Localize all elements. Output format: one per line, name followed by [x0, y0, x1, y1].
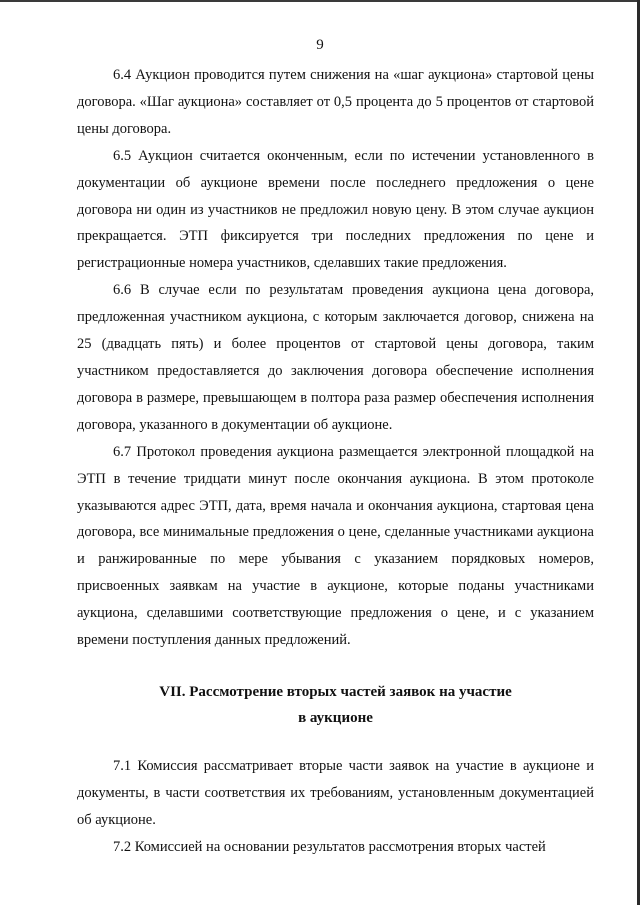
section-7-heading [77, 679, 594, 731]
scan-edge-top [0, 0, 640, 2]
section-7-heading-line-2: в аукционе [298, 709, 373, 726]
paragraph-6-7: 6.7 Протокол проведения аукциона размещается электронной площадкой на ЭТП в течение тридцати минут после окончания аукциона. В этом протоколе указываются адрес ЭТП, дата, время начала и окончания аукциона, стартовая цена договора, все минимальные предложения о цене, сделанные участниками аукциона и ранжированные по мере убывания с указанием порядковых номеров, присвоенных заявкам на участие в аукционе, которые поданы участниками аукциона, сделавшими соответствующие предложения о цене, и с указанием времени поступления данных предложений. [77, 443, 594, 649]
paragraph-6-5: 6.5 Аукцион считается оконченным, если по истечении установленного в документации об аукционе времени после последнего предложения о цене договора ни один из участников не предложил новую цену. В этом случае аукцион прекращается. ЭТП фиксируется три последних предложения по цене и регистрационные номера участников, сделавших такие предложения. [77, 147, 594, 272]
paragraph-6-6: 6.6 В случае если по результатам проведения аукциона цена договора, предложенная участником аукциона, с которым заключается договор, снижена на 25 (двадцать пять) и более процентов от стартовой цены договора, таким участником предоставляется до заключения договора обеспечение исполнения договора в размере, превышающем в полтора раза размер обеспечения исполнения договора, указанного в документации об аукционе. [77, 282, 594, 433]
paragraph-7-2: 7.2 Комиссией на основании результатов рассмотрения вторых частей [113, 838, 546, 855]
document-body [77, 62, 594, 861]
section-7-heading-line-1: VII. Рассмотрение вторых частей заявок на участие [159, 683, 512, 700]
paragraph-7-1: 7.1 Комиссия рассматривает вторые части заявок на участие в аукционе и документы, в части соответствия их требованиям, установленным документацией об аукционе. [77, 757, 594, 828]
paragraph-6-4: 6.4 Аукцион проводится путем снижения на «шаг аукциона» стартовой цены договора. «Шаг аукциона» составляет от 0,5 процента до 5 процентов от стартовой цены договора. [77, 67, 594, 137]
page-number: 9 [316, 37, 324, 53]
